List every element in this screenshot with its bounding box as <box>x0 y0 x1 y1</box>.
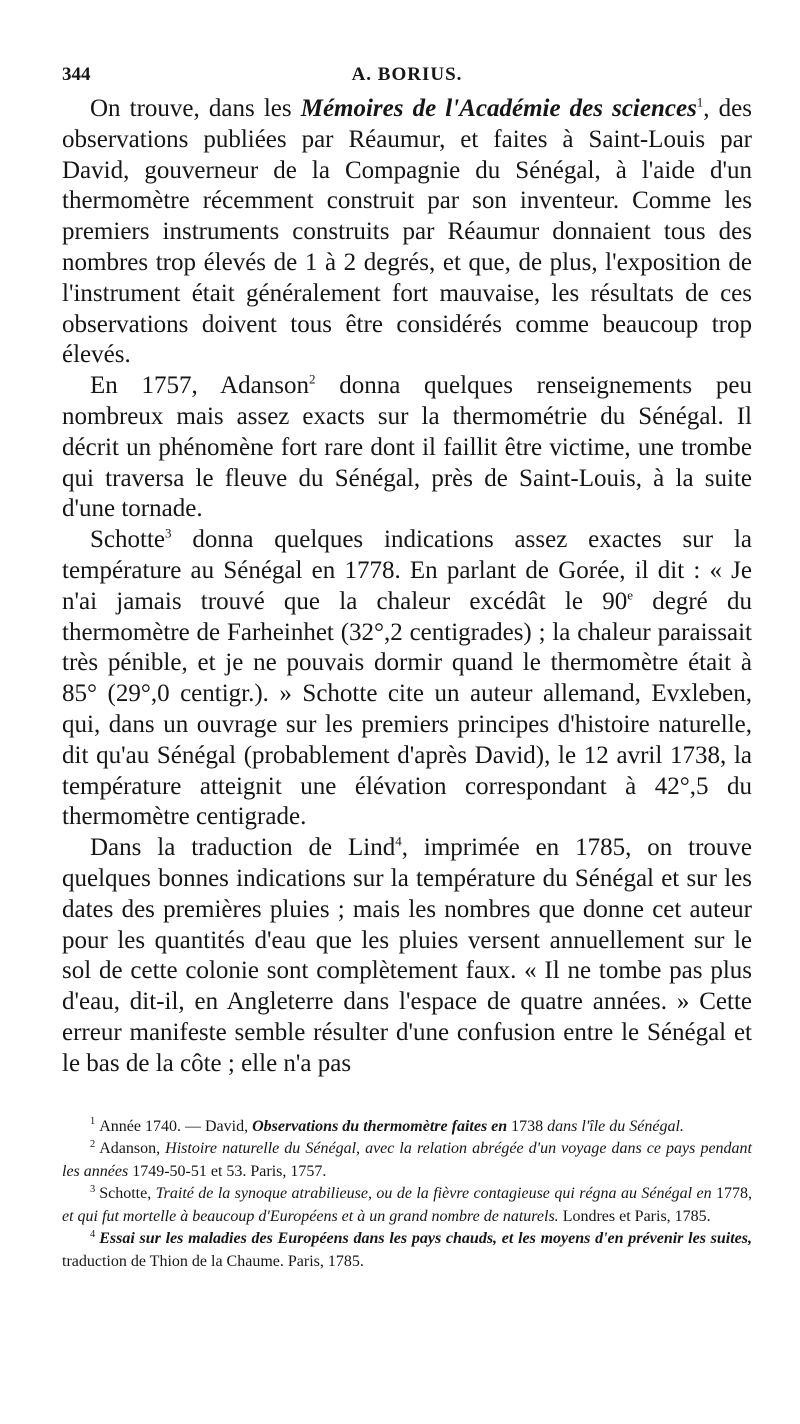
page <box>62 64 752 1273</box>
paragraph-1: On trouve, dans les Mémoires de l'Académie des sciences$^1$, des observations publiées par Réaumur, et faites à Saint-Louis par David, gouverneur de la Compagnie du Sénégal, à l'aide d'un thermomètre récemment construit par son inventeur. Comme les premiers instruments construits par Réaumur donnaient tous des nombres trop élevés de 1 à 2 degrés, et que, de plus, l'exposition de l'instrument était généralement fort mauvaise, les résultats de ces observations doivent tous être considérés comme beaucoup trop élevés. <box>62 94 752 369</box>
footnote-mark: 4 <box>90 1228 96 1240</box>
footnote-4: $^4$ Essai sur les maladies des Européens dans les pays chauds, et les moyens d'en prévenir les suites, traduction de Thion de la Chaume. Paris, 1785. <box>62 1228 752 1270</box>
paragraph-4: Dans la traduction de Lind$^4$, imprimée en 1785, on trouve quelques bonnes indications sur la température du Sénégal et sur les dates des premières pluies ; mais les nombres que donne cet auteur pour les quantités d'eau que les pluies versent annuellement sur le sol de cette colonie sont complètement faux. « Il ne tombe pas plus d'eau, dit-il, en Angleterre dans l'espace de quatre années. » Cette erreur manifeste semble résulter d'une confusion entre le Sénégal et le bas de la côte ; elle n'a pas <box>62 833 753 1077</box>
paragraph-2: En 1757, Adanson$^2$ donna quelques renseignements peu nombreux mais assez exacts sur la thermométrie du Sénégal. Il décrit un phénomène fort rare dont il faillit être victime, une trombe qui traversa le fleuve du Sénégal, près de Saint-Louis, à la suite d'une tornade. <box>62 371 752 523</box>
cited-title: Mémoires de l'Académie des sciences <box>300 95 697 122</box>
page-header <box>62 64 752 94</box>
footnote-ref[interactable]: 1 <box>696 94 704 110</box>
footnote-mark: 2 <box>90 1138 96 1150</box>
footnote-1: $^1$ Année 1740. — David, Observations du thermomètre faites en 1738 dans l'île du Sénégal. <box>90 1116 684 1135</box>
footnote-mark: 3 <box>90 1183 96 1195</box>
footnote-ref[interactable]: 2 <box>309 371 316 387</box>
ordinal-superscript: e <box>627 587 633 603</box>
footnote-2: $^2$ Adanson, Histoire naturelle du Sénégal, avec la relation abrégée d'un voyage dans ce pays pendant les années 1749-50-51 et 53. Paris, 1757. <box>62 1138 752 1180</box>
body-text <box>62 94 752 1080</box>
paragraph-3: Schotte$^3$ donna quelques indications assez exactes sur la température au Sénégal en 1778. En parlant de Gorée, il dit : « Je n'ai jamais trouvé que la chaleur excédât le 90e degré du thermomètre de Farheinhet (32°,2 centigrades) ; la chaleur paraissait très pénible, et je ne pouvais dormir quand le thermomètre était à 85° (29°,0 centigr.). » Schotte cite un auteur allemand, Evxleben, qui, dans un ouvrage sur les premiers principes d'histoire naturelle, dit qu'au Sénégal (probablement d'après David), le 12 avril 1738, la température atteignit une élévation correspondant à 42°,5 du thermomètre centigrade. <box>62 525 752 831</box>
running-head: A. BORIUS. <box>351 64 463 85</box>
footnote-ref[interactable]: 3 <box>165 525 172 541</box>
footnote-mark: 1 <box>90 1116 96 1128</box>
page-number: 344 <box>62 64 91 85</box>
footnotes <box>62 1116 752 1274</box>
footnote-3: $^3$ Schotte, Traité de la synoque atrabilieuse, ou de la fièvre contagieuse qui régna au Sénégal en 1778, et qui fut mortelle à beaucoup d'Européens et à un grand nombre de naturels. Londres et Paris, 1785. <box>62 1183 753 1225</box>
footnote-ref[interactable]: 4 <box>395 833 402 849</box>
